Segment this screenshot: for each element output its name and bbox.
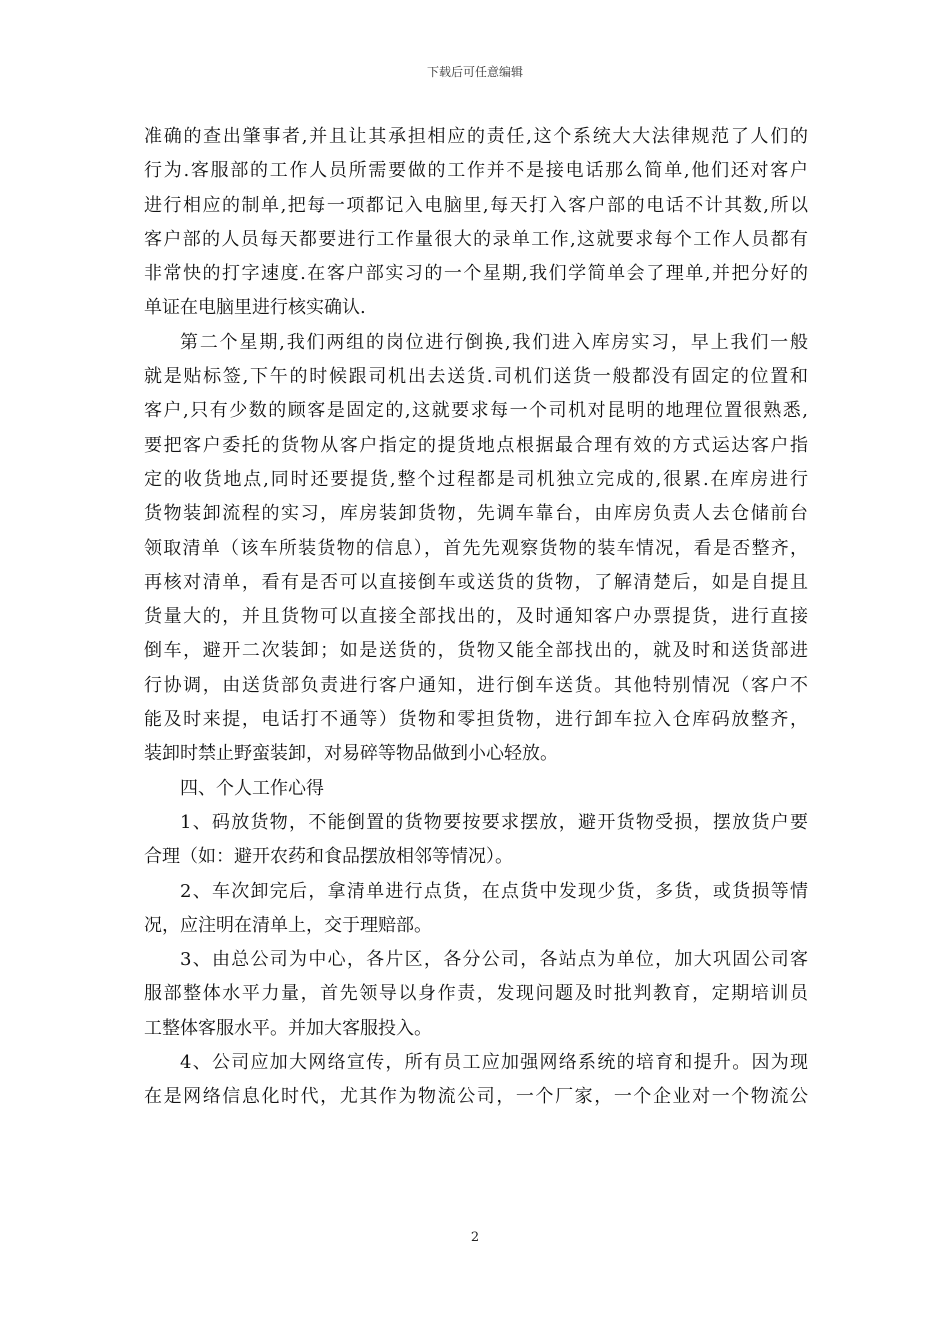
text-line: 3、由总公司为中心，各片区，各分公司，各站点为单位，加大巩固公司客 xyxy=(180,949,808,971)
text-line: 在是网络信息化时代，尤其作为物流公司，一个厂家，一个企业对一个物流公 xyxy=(144,1086,808,1108)
text-line: 再核对清单，看有是否可以直接倒车或送货的货物，了解清楚后，如是自提且 xyxy=(144,571,808,593)
text-line: 第二个星期,我们两组的岗位进行倒换,我们进入库房实习，早上我们一般 xyxy=(180,331,808,353)
text-line: 货物装卸流程的实习，库房装卸货物，先调车靠台，由库房负责人去仓储前台 xyxy=(144,503,808,525)
text-line: 进行相应的制单,把每一项都记入电脑里,每天打入客户部的电话不计其数,所以 xyxy=(144,194,808,216)
text-line: 客户部的人员每天都要进行工作量很大的录单工作,这就要求每个工作人员都有 xyxy=(144,228,808,250)
text-line: 行协调，由送货部负责进行客户通知，进行倒车送货。其他特别情况（客户不 xyxy=(144,674,808,696)
text-line: 客户,只有少数的顾客是固定的,这就要求每一个司机对昆明的地理位置很熟悉, xyxy=(144,400,808,422)
text-line: 4、公司应加大网络宣传，所有员工应加强网络系统的培育和提升。因为现 xyxy=(180,1052,808,1074)
text-line: 2、车次卸完后，拿清单进行点货，在点货中发现少货，多货，或货损等情 xyxy=(180,880,808,902)
text-line: 服部整体水平力量，首先领导以身作责，发现问题及时批判教育，定期培训员 xyxy=(144,983,808,1005)
document-body xyxy=(144,120,808,1115)
page-header: 下载后可任意编辑 xyxy=(426,65,523,79)
text-line: 货量大的，并且货物可以直接全部找出的，及时通知客户办票提货，进行直接 xyxy=(144,606,808,628)
text-line: 就是贴标签,下午的时候跟司机出去送货.司机们送货一般都没有固定的位置和 xyxy=(144,366,808,388)
text-line: 行为.客服部的工作人员所需要做的工作并不是接电话那么简单,他们还对客户 xyxy=(144,160,808,182)
text-line: 领取清单（该车所装货物的信息），首先先观察货物的装车情况，看是否整齐， xyxy=(144,537,808,559)
text-line: 况，应注明在清单上，交于理赔部。 xyxy=(144,914,432,936)
text-line: 工整体客服水平。并加大客服投入。 xyxy=(144,1017,432,1039)
text-line: 1、码放货物，不能倒置的货物要按要求摆放，避开货物受损，摆放货户要 xyxy=(180,811,808,833)
text-line: 合理（如：避开农药和食品摆放相邻等情况）。 xyxy=(144,846,513,868)
text-line: 非常快的打字速度.在客户部实习的一个星期,我们学简单会了理单,并把分好的 xyxy=(144,263,808,285)
text-line: 准确的查出肇事者,并且让其承担相应的责任,这个系统大大法律规范了人们的 xyxy=(144,126,808,147)
text-line: 要把客户委托的货物从客户指定的提货地点根据最合理有效的方式运达客户指 xyxy=(144,434,808,456)
text-line: 装卸时禁止野蛮装卸，对易碎等物品做到小心轻放。 xyxy=(144,743,558,765)
text-line: 能及时来提，电话打不通等）货物和零担货物，进行卸车拉入仓库码放整齐， xyxy=(144,709,808,731)
text-line: 四、个人工作心得 xyxy=(180,777,324,799)
text-line: 倒车，避开二次装卸；如是送货的，货物又能全部找出的，就及时和送货部进 xyxy=(144,640,808,662)
text-line: 单证在电脑里进行核实确认. xyxy=(144,297,366,319)
page-number: 2 xyxy=(470,1230,480,1245)
text-line: 定的收货地点,同时还要提货,整个过程都是司机独立完成的,很累.在库房进行 xyxy=(144,468,808,490)
